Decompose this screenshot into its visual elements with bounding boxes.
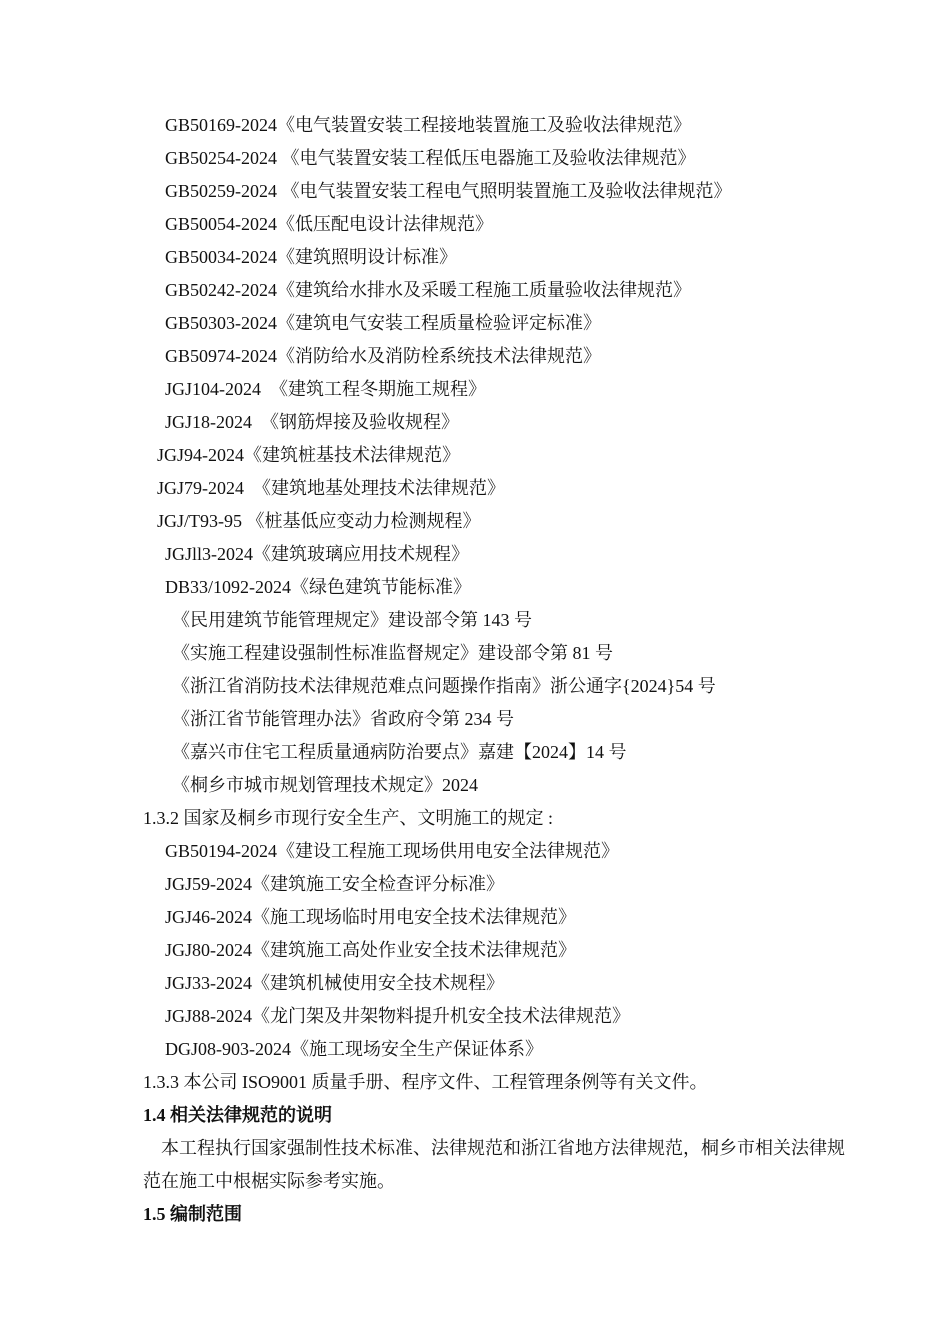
standard-item: GB50259-2024 《电气装置安装工程电气照明装置施工及验收法律规范》 [165,181,732,201]
standard-item: GB50242-2024《建筑给水排水及采暖工程施工质量验收法律规范》 [165,280,691,300]
standard-item: DB33/1092-2024《绿色建筑节能标准》 [165,577,471,597]
regulation-item: 《浙江省节能管理办法》省政府令第 234 号 [172,709,514,729]
heading-1-5: 1.5 编制范围 [143,1204,242,1224]
standard-item: GB50303-2024《建筑电气安装工程质量检验评定标准》 [165,313,601,333]
regulation-item: 《桐乡市城市规划管理技术规定》2024 [172,775,478,795]
standard-item: JGJ79-2024 《建筑地基处理技术法律规范》 [157,478,506,498]
regulation-item: 《嘉兴市住宅工程质量通病防治要点》嘉建【2024】14 号 [172,742,627,762]
heading-1-4: 1.4 相关法律规范的说明 [143,1105,332,1125]
section-1-3-3: 1.3.3 本公司 ISO9001 质量手册、程序文件、工程管理条例等有关文件。 [143,1072,708,1092]
regulation-item: 《浙江省消防技术法律规范难点问题操作指南》浙公通字{2024}54 号 [172,676,716,696]
paragraph-1-4: 本工程执行国家强制性技术标准、法律规范和浙江省地方法律规范，桐乡市相关法律规范在施工中根椐实际参考实施。 [143,1138,845,1191]
standard-item: JGJll3-2024《建筑玻璃应用技术规程》 [165,544,470,564]
standard-item: GB50254-2024 《电气装置安装工程低压电器施工及验收法律规范》 [165,148,696,168]
standard-item: GB50169-2024《电气装置安装工程接地装置施工及验收法律规范》 [165,115,691,135]
standard-item: JGJ/T93-95 《桩基低应变动力检测规程》 [157,511,481,531]
standard-item: JGJ104-2024 《建筑工程冬期施工规程》 [165,379,487,399]
standard-item: JGJ94-2024《建筑桩基技术法律规范》 [157,445,461,465]
safety-standard-item: JGJ59-2024《建筑施工安全检查评分标准》 [165,874,505,894]
safety-standard-item: JGJ88-2024《龙门架及井架物料提升机安全技术法律规范》 [165,1006,631,1026]
regulation-item: 《实施工程建设强制性标准监督规定》建设部令第 81 号 [172,643,613,663]
standard-item: GB50034-2024《建筑照明设计标准》 [165,247,457,267]
section-1-3-2: 1.3.2 国家及桐乡市现行安全生产、文明施工的规定 : [143,808,553,828]
safety-standard-item: JGJ46-2024《施工现场临时用电安全技术法律规范》 [165,907,577,927]
safety-standard-item: JGJ33-2024《建筑机械使用安全技术规程》 [165,973,505,993]
standard-item: GB50054-2024《低压配电设计法律规范》 [165,214,493,234]
safety-standard-item: JGJ80-2024《建筑施工高处作业安全技术法律规范》 [165,940,577,960]
standard-item: GB50974-2024《消防给水及消防栓系统技术法律规范》 [165,346,601,366]
regulation-item: 《民用建筑节能管理规定》建设部令第 143 号 [172,610,532,630]
safety-standard-item: GB50194-2024《建设工程施工现场供用电安全法律规范》 [165,841,619,861]
standard-item: JGJ18-2024 《钢筋焊接及验收规程》 [165,412,460,432]
safety-standard-item: DGJ08-903-2024《施工现场安全生产保证体系》 [165,1039,543,1059]
